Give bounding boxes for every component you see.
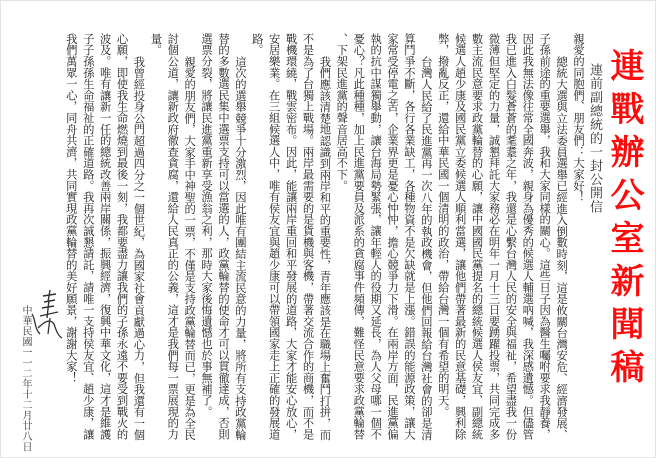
paragraph: 我們應該清楚地認識到兩岸和平的重要性，青年應該是在職場上奮鬥打拼，而不是為了台獨上戰場。兩岸最需要的是貨機與客機，帶著交流合作的商機，而不是戰機環繞，戰雲密布。因此，能讓兩岸重回和平發展的道路，大家才能安心放心，安居樂業。在三組候選人中，唯有侯友宜與趙少康可以帶領國家走上正確的發展道路。 xyxy=(250,33,332,440)
paragraph: 台灣人民給了民進黨再一次八年的執政機會，但他們回報給台灣社會的卻是清算鬥爭不斷，各行各業缺工，各種物資不是欠缺就是上漲。錯誤的能源政策，讓大家常受停電之苦，企業界更是憂心忡忡，擔心競爭力下滑。在兩岸方面，民進黨偏執的抗中謀獨舉動，讓台海局勢緊張，讓年輕人的役期又延長，為人父母哪一個不憂心？凡此種種，加上民進黨要員及派系的貪腐事件頻傳，難怪民意要求政黨輪替、下架民進黨的聲音居高不下。 xyxy=(335,33,433,440)
greeting: 親愛的同胞們、朋友們：大家好！ xyxy=(572,33,585,203)
letter-date: 中華民國一一二年十二月廿八日 xyxy=(20,305,31,452)
letter-subtitle: 連前副總統的一封公開信 xyxy=(587,63,602,214)
paragraph: 這次的選舉競爭十分激烈，因此唯有團結主流民意的力量，將所有支持政黨輪替的多數選民集中選票支持可以當選的人，政黨輪替的使命才可以貫徹達成，否則選票分裂，將讓民進黨重新享受漁翁之利，那時大家後悔遺憾也於事無補了。 xyxy=(200,33,247,440)
letter-body xyxy=(48,33,586,441)
press-release-title: 連戰辦公室新聞稿 xyxy=(604,48,644,392)
paragraph: 總統大選與立法委員選舉已經進入倒數時刻，這是攸關台灣安危、經濟發展、子孫前途的重要選舉，我和大家同樣的關心。這些日子因為醫生囑咐要求我靜養，因此我無法像往常全國奔波，親身為優秀的候選人輔選吶喊，我深感遺憾。但儘管我已進入白髮蒼蒼的耄耋之年，我還是心繫台灣人民的安全與福祉，希望盡我一份微薄但堅定的力量，誠懇拜託大家務必在明年一月十三日要踴躍投票，共同完成多數主流民意要求政黨輪替的心願，讓中國國民黨提名的總統候選人侯友宜、副總統候選人趙少康及國民黨立委候選人順利當選，讓他們帶著最新的民意基礎，興利除弊，撥亂反正，還給中華民國一個清明的政治，帶給台灣一個有希望的明天。 xyxy=(436,33,569,440)
paragraph: 親愛的朋友們，大家手中神聖的一票，不僅是支持政黨輪替而已，更是為全民討個公道，讓新政府徹查貪腐，還給人民真正的公義，這才是我們每一票展現的力量。 xyxy=(149,33,197,440)
handwritten-signature xyxy=(28,288,64,340)
paragraph: 我曾經投身公門超過四分之一個世紀，為國家社會貢獻過心力，但我還有一個心願，即使我生命燃燒到最後一刻，我都要盡力讓我們的子孫永遠不要受到戰火的波及。唯有讓新一任的總統改善兩岸關係，振興經濟，復興中華文化，這才是維護子子孫孫生命福祉的正確道路。我再次誠懇請託，請唯一支持侯友宜、趙少康，讓我們萬眾一心，同舟共濟，共同實現政黨輪替的美好願景，謝謝大家！ xyxy=(64,33,146,440)
